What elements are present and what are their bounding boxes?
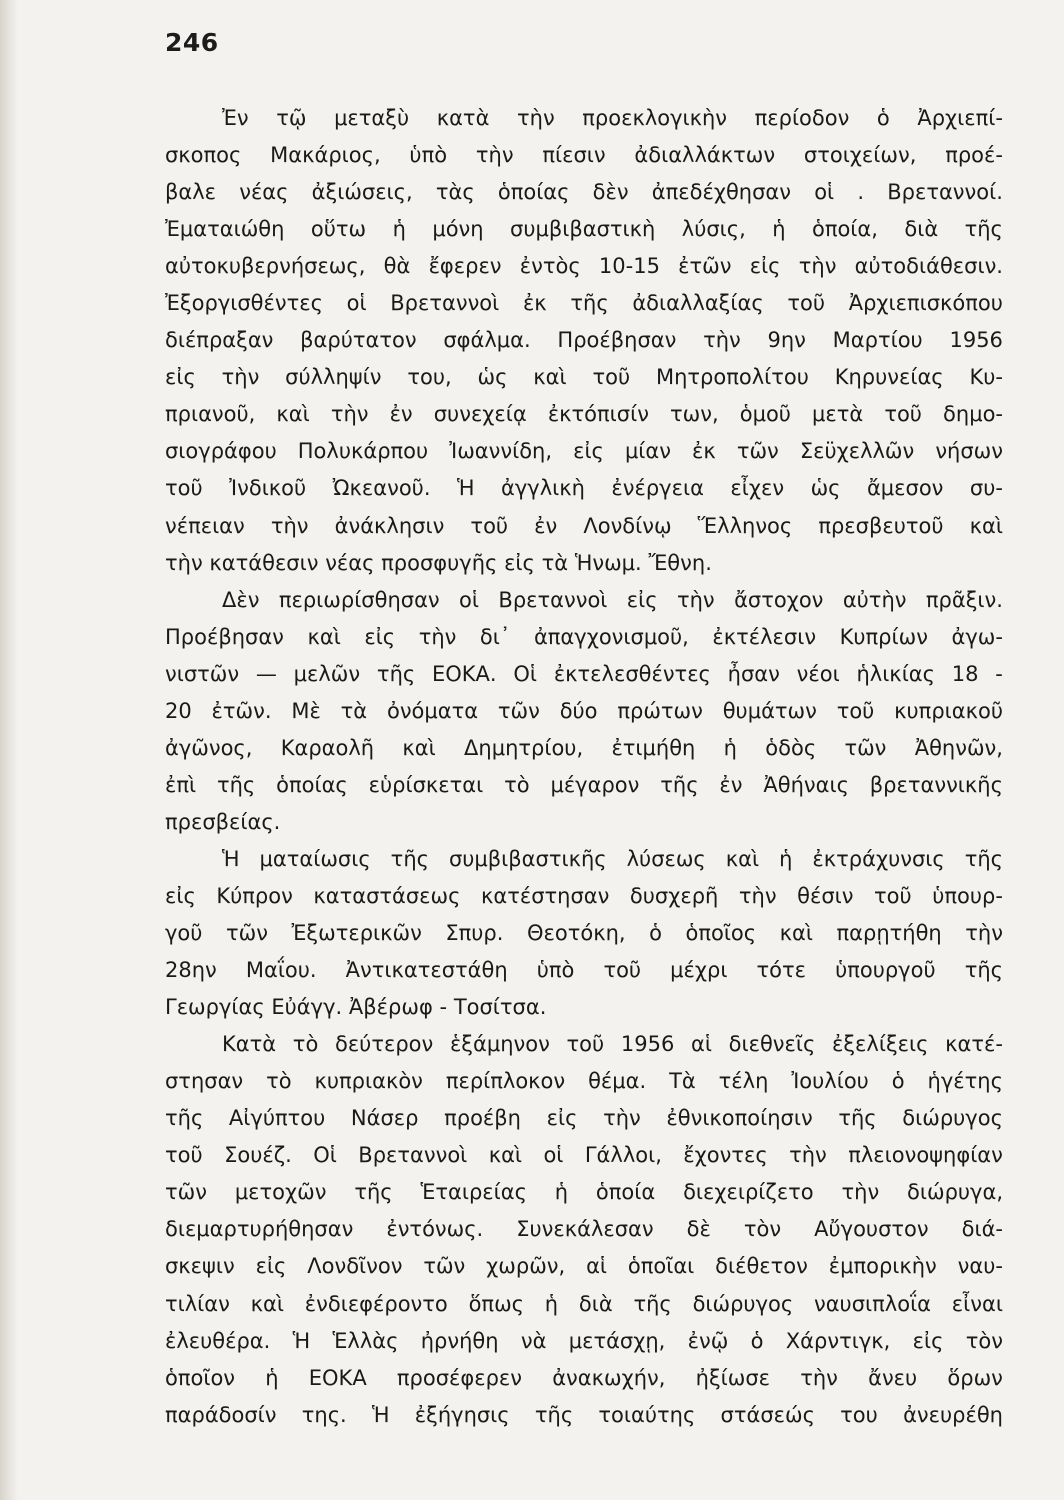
text-line: Προέβησαν καὶ εἰς τὴν δι᾽ ἀπαγχονισμοῦ, ἐκτέλεσιν Κυπρίων ἀγω- xyxy=(165,624,1003,649)
text-line: Ἐματαιώθη οὕτω ἡ μόνη συμβιβαστικὴ λύσις, ἡ ὁποία, διὰ τῆς xyxy=(165,217,1003,242)
page-edge-shadow xyxy=(0,0,18,1500)
text-line: διέπραξαν βαρύτατον σφάλμα. Προέβησαν τὴν 9ην Μαρτίου 1956 xyxy=(165,328,1003,353)
text-line: νέπειαν τὴν ἀνάκλησιν τοῦ ἐν Λονδίνῳ Ἕλληνος πρεσβευτοῦ καὶ xyxy=(165,513,1003,538)
page-number: 246 xyxy=(165,28,219,57)
text-line: ὁποῖον ἡ ΕΟΚΑ προσέφερεν ἀνακωχήν, ἠξίωσε τὴν ἄνευ ὅρων xyxy=(165,1365,1003,1390)
text-line: διεμαρτυρήθησαν ἐντόνως. Συνεκάλεσαν δὲ τὸν Αὔγουστον διά- xyxy=(165,1217,1003,1242)
text-line: ἐλευθέρα. Ἡ Ἑλλὰς ἠρνήθη νὰ μετάσχῃ, ἐνῷ ὁ Χάρντιγκ, εἰς τὸν xyxy=(165,1328,1003,1353)
text-line: Ἐν τῷ μεταξὺ κατὰ τὴν προεκλογικὴν περίοδον ὁ Ἀρχιεπί- xyxy=(222,106,1003,130)
text-line: πριανοῦ, καὶ τὴν ἐν συνεχείᾳ ἐκτόπισίν των, ὁμοῦ μετὰ τοῦ δημο- xyxy=(165,402,1003,427)
text-line: ἐπὶ τῆς ὁποίας εὑρίσκεται τὸ μέγαρον τῆς ἐν Ἀθήναις βρεταννικῆς xyxy=(165,772,1003,797)
text-line: εἰς Κύπρον καταστάσεως κατέστησαν δυσχερῆ τὴν θέσιν τοῦ ὑπουρ- xyxy=(165,883,1003,908)
text-line: Ἐξοργισθέντες οἱ Βρεταννοὶ ἐκ τῆς ἀδιαλλαξίας τοῦ Ἀρχιεπισκόπου xyxy=(165,291,1003,316)
text-line: σκεψιν εἰς Λονδῖνον τῶν χωρῶν, αἱ ὁποῖαι διέθετον ἐμπορικὴν ναυ- xyxy=(165,1254,1003,1279)
text-line: σκοπος Μακάριος, ὑπὸ τὴν πίεσιν ἀδιαλλάκτων στοιχείων, προέ- xyxy=(165,143,1003,168)
body-text xyxy=(165,100,1003,1434)
text-line: βαλε νέας ἀξιώσεις, τὰς ὁποίας δὲν ἀπεδέχθησαν οἱ . Βρεταννοί. xyxy=(165,180,1003,205)
text-line: τοῦ Σουέζ. Οἱ Βρεταννοὶ καὶ οἱ Γάλλοι, ἔχοντες τὴν πλειονοψηφίαν xyxy=(165,1143,1003,1168)
text-line: στησαν τὸ κυπριακὸν περίπλοκον θέμα. Τὰ τέλη Ἰουλίου ὁ ἡγέτης xyxy=(165,1069,1003,1094)
text-line: 28ην Μαΐου. Ἀντικατεστάθη ὑπὸ τοῦ μέχρι τότε ὑπουργοῦ τῆς xyxy=(165,958,1003,983)
text-line: πρεσβείας. xyxy=(165,809,281,834)
text-line: γοῦ τῶν Ἐξωτερικῶν Σπυρ. Θεοτόκη, ὁ ὁποῖος καὶ παρῃτήθη τὴν xyxy=(165,921,1003,946)
text-line: ἀγῶνος, Καραολῆ καὶ Δημητρίου, ἐτιμήθη ἡ ὁδὸς τῶν Ἀθηνῶν, xyxy=(165,735,1003,760)
text-line: τῆς Αἰγύπτου Νάσερ προέβη εἰς τὴν ἐθνικοποίησιν τῆς διώρυγος xyxy=(165,1106,1003,1131)
text-line: τιλίαν καὶ ἐνδιεφέροντο ὅπως ἡ διὰ τῆς διώρυγος ναυσιπλοΐα εἶναι xyxy=(165,1291,1003,1316)
text-line: παράδοσίν της. Ἡ ἐξήγησις τῆς τοιαύτης στάσεώς του ἀνευρέθη xyxy=(165,1402,1003,1427)
text-line: Γεωργίας Εὐάγγ. Ἀβέρωφ - Τοσίτσα. xyxy=(165,995,547,1020)
text-line: αὐτοκυβερνήσεως, θὰ ἔφερεν ἐντὸς 10-15 ἐτῶν εἰς τὴν αὐτοδιάθεσιν. xyxy=(165,254,1003,279)
text-line: Ἡ ματαίωσις τῆς συμβιβαστικῆς λύσεως καὶ ἡ ἐκτράχυνσις τῆς xyxy=(222,846,1003,871)
text-line: σιογράφου Πολυκάρπου Ἰωαννίδη, εἰς μίαν ἐκ τῶν Σεϋχελλῶν νήσων xyxy=(165,439,1003,464)
text-line: 20 ἐτῶν. Μὲ τὰ ὀνόματα τῶν δύο πρώτων θυμάτων τοῦ κυπριακοῦ xyxy=(165,698,1003,723)
text-line: τοῦ Ἰνδικοῦ Ὠκεανοῦ. Ἡ ἀγγλικὴ ἐνέργεια εἶχεν ὡς ἄμεσον συ- xyxy=(165,476,1003,501)
text-line: Κατὰ τὸ δεύτερον ἑξάμηνον τοῦ 1956 αἱ διεθνεῖς ἐξελίξεις κατέ- xyxy=(222,1032,1003,1057)
text-line: νιστῶν — μελῶν τῆς ΕΟΚΑ. Οἱ ἐκτελεσθέντες ἦσαν νέοι ἡλικίας 18 - xyxy=(165,661,1003,686)
text-line: τῶν μετοχῶν τῆς Ἑταιρείας ἡ ὁποία διεχειρίζετο τὴν διώρυγα, xyxy=(165,1180,1003,1205)
text-line: εἰς τὴν σύλληψίν του, ὡς καὶ τοῦ Μητροπολίτου Κηρυνείας Κυ- xyxy=(165,365,1003,390)
text-line: τὴν κατάθεσιν νέας προσφυγῆς εἰς τὰ Ἡνωμ. Ἔθνη. xyxy=(165,550,712,575)
text-line: Δὲν περιωρίσθησαν οἱ Βρεταννοὶ εἰς τὴν ἄστοχον αὐτὴν πρᾶξιν. xyxy=(222,587,1003,612)
